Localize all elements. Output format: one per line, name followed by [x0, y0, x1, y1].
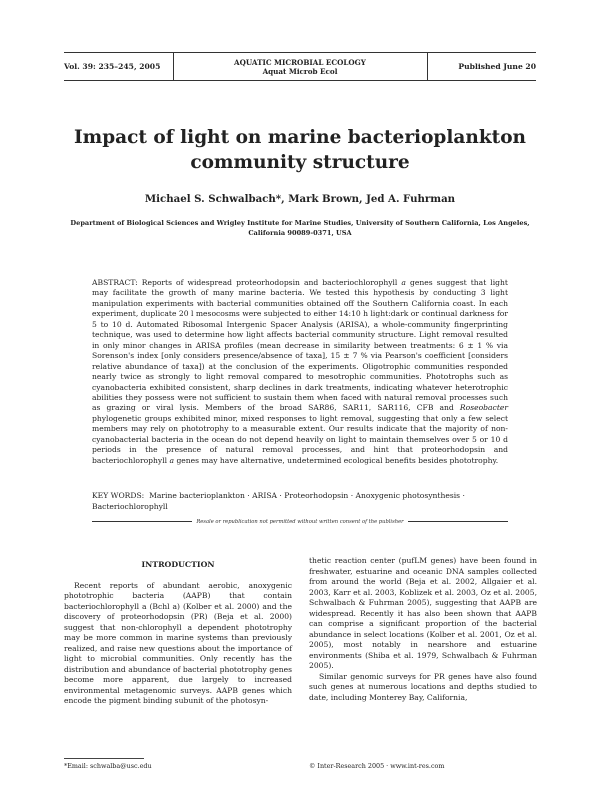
header-top-rule	[64, 52, 536, 53]
keywords	[92, 491, 508, 512]
volume-info: Vol. 39: 235–245, 2005	[64, 62, 161, 71]
paper-title	[60, 125, 540, 175]
keywords-label: KEY WORDS:	[92, 491, 145, 500]
abstract-text-1: Reports of widespread proteorhodopsin and bacteriochlorophyll	[141, 278, 398, 287]
affiliation	[60, 218, 540, 238]
journal-abbrev: Aquat Microb Ecol	[262, 67, 338, 76]
intro-paragraph-1: Recent reports of abundant aerobic, anoxygenic phototrophic bacteria (AAPB) that contain bacteriochlorophyll a (Bchl a) (Kolber et al. 2000) and the discovery of proteorhodopsin (PR) (Beja et al. 2000) suggest that non-chlorophyll a dependent phototrophy may be more common in marine systems than previously realized, and raise new questions about the importance of light to microbial communities. Only recently has the distribution and abundance of bacterial phototrophy genes become more apparent, due largely to increased environmental metagenomic surveys. AAPB genes which encode the pigment binding subunit of the photosyn-	[64, 580, 292, 705]
abstract-italic-2: Roseobacter	[459, 403, 508, 413]
journal-header	[180, 58, 420, 76]
header-separator-right	[427, 52, 428, 80]
affiliation-line-2: California 90089-0371, USA	[248, 229, 352, 237]
resale-notice-text: Resale or republication not permitted without written consent of the publisher	[192, 519, 407, 525]
copyright-notice: © Inter-Research 2005 · www.int-res.com	[309, 762, 445, 770]
author-list: Michael S. Schwalbach*, Mark Brown, Jed A. Fuhrman	[144, 193, 456, 205]
footnote-rule	[64, 758, 144, 759]
resale-notice	[92, 519, 508, 525]
affiliation-line-1: Department of Biological Sciences and Wrigley Institute for Marine Studies, University of Southern California, Los Angeles,	[70, 219, 530, 227]
abstract-text-4: genes may have alternative, undetermined ecological benefits besides phototrophy.	[176, 455, 499, 465]
section-heading-introduction: INTRODUCTION	[141, 560, 215, 569]
intro-left-column	[64, 556, 292, 707]
journal-name: AQUATIC MICROBIAL ECOLOGY	[234, 58, 366, 67]
abstract-label: ABSTRACT:	[92, 278, 138, 287]
abstract	[92, 278, 508, 466]
published-date: Published June 20	[458, 62, 536, 71]
intro-paragraph-2: Similar genomic surveys for PR genes have also found such genes at numerous locations and depths studied to date, including Monterey Bay, California,	[309, 671, 537, 702]
header-separator-left	[173, 52, 174, 80]
title-line-1: Impact of light on marine bacterioplankton	[74, 127, 526, 148]
title-line-2: community structure	[190, 152, 410, 173]
intro-paragraph-1-continued: thetic reaction center (pufLM genes) have been found in freshwater, estuarine and oceanic DNA samples collected from around the world (Beja et al. 2002, Allgaier et al. 2003, Karr et al. 2003, Koblizek et al. 2003, Oz et al. 2005, Schwalbach & Fuhrman 2005), suggesting that AAPB are widespread. Recently it has also been shown that AAPB can comprise a significant proportion of the bacterial abundance in select locations (Kolber et al. 2001, Oz et al. 2005), most notably in nearshore and estuarine environments (Shiba et al. 1979, Schwalbach & Fuhrman 2005).	[309, 556, 537, 670]
abstract-text-2: genes suggest that light may facilitate the growth of many marine bacteria. We tested this hypothesis by conducting 3 light manipulation experiments with bacterial communities obtained off the Southern California coast. In each experiment, duplicate 20 l mesocosms were subjected to either 14:10 h light:dark or continual darkness for 5 to 10 d. Automated Ribosomal Intergenic Spacer Analysis (ARISA), a whole-community fingerprinting technique, was used to determine how light affects bacterial community structure. Light removal resulted in only minor changes in ARISA profiles (mean decrease in similarity between treatments: 6 ± 1 % via Sorenson's index [only considers presence/absence of taxa], 15 ± 7 % via Pearson's coefficient [considers relative abundance of taxa]) at the conclusion of the experiments. Oligotrophic communities responded nearly twice as strongly to light removal compared to mesotrophic communities. Phototrophs such as cyanobacteria exhibited consistent, sharp declines in dark treatments, indicating whatever heterotrophic abilities they possess were not sufficient to sustain them when faced with natural removal processes such as grazing or viral lysis. Members of the broad SAR86, SAR11, SAR116, CFB and	[92, 278, 508, 413]
header-bottom-rule	[64, 80, 536, 81]
keywords-text: Marine bacterioplankton · ARISA · Proteorhodopsin · Anoxygenic photosynthesis · Bacteriochlorophyll	[92, 491, 465, 511]
abstract-text-3: phylogenetic groups exhibited minor, mixed responses to light removal, suggesting that only a few select members may rely on phototrophy to a measurable extent. Our results indicate that the majority of non-cyanobacterial bacteria in the ocean do not depend heavily on light to maintain themselves over 5 or 10 d periods in the presence of natural removal processes, and hint that proteorhodopsin and bacteriochlorophyll	[92, 413, 508, 465]
corresponding-email: *Email: schwalba@usc.edu	[64, 762, 152, 770]
abstract-italic-3: a	[169, 455, 175, 465]
intro-right-column	[309, 556, 537, 703]
abstract-italic-1: a	[401, 278, 406, 287]
